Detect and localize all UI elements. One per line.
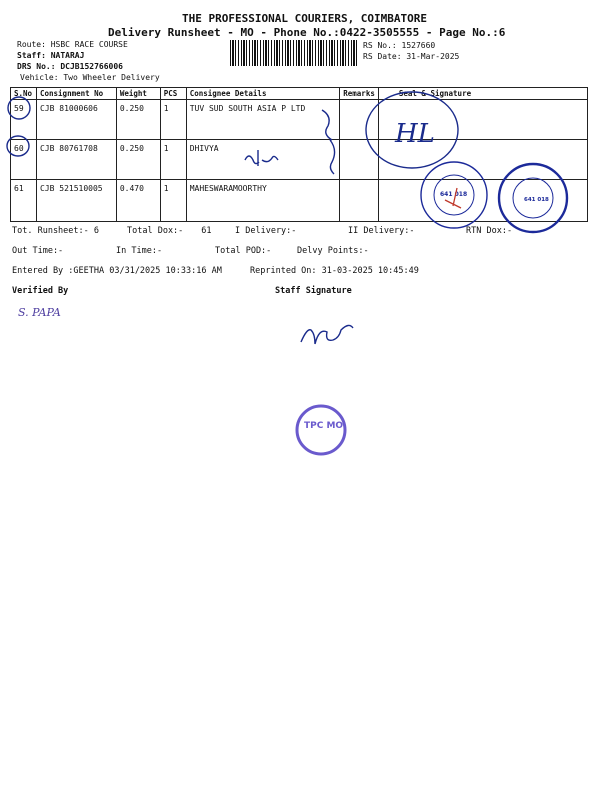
route-text: Route: HSBC RACE COURSE (17, 40, 128, 49)
cell-consignment: CJB 81000606 (36, 100, 116, 140)
in-time: In Time:- (116, 246, 163, 256)
cell-sno: 60 (11, 140, 37, 180)
cell-pcs: 1 (160, 100, 186, 140)
ii-delivery: II Delivery:- (348, 226, 415, 236)
delvy-points: Delvy Points:- (297, 246, 369, 256)
drs-label: DRS No.: (17, 62, 56, 71)
rs-date: RS Date: 31-Mar-2025 (363, 52, 460, 61)
company-stamp-right (499, 164, 567, 232)
circle-sno-59 (8, 97, 30, 119)
rtn-dox: RTN Dox:- (466, 226, 513, 236)
bracket-scribble (322, 110, 335, 174)
drs-value: DCJB152766006 (60, 62, 123, 71)
circle-sno-60 (7, 136, 29, 156)
rs-number: RS No.: 1527660 (363, 41, 436, 50)
tot-runsheet: Tot. Runsheet:- 6 (12, 226, 99, 236)
col-header-pcs: PCS (160, 88, 186, 100)
staff-text: Staff: NATARAJ (17, 51, 85, 60)
cell-pcs: 1 (160, 140, 186, 180)
cell-sno: 59 (11, 100, 37, 140)
dhivya-signature (245, 150, 278, 166)
cell-weight: 0.250 (116, 140, 160, 180)
cell-consignment: CJB 521510005 (36, 180, 116, 222)
stamp-text-left: 641 018 (440, 191, 468, 198)
reprinted-on: Reprinted On: 31-03-2025 10:45:49 (250, 266, 419, 276)
col-header-seal: Seal & Signature (378, 88, 587, 100)
col-header-consignee: Consignee Details (186, 88, 340, 100)
runsheet-subtitle: Delivery Runsheet - MO - Phone No.:0422-3505555 - Page No.:6 (108, 26, 506, 39)
vehicle-text: Vehicle: Two Wheeler Delivery (20, 73, 160, 82)
tpc-stamp (297, 406, 345, 454)
staff-signature-label: Staff Signature (275, 286, 352, 296)
entered-by: Entered By :GEETHA 03/31/2025 10:33:16 AM (12, 266, 222, 276)
stamp-text-right: 641 018 (524, 197, 549, 203)
out-time: Out Time:- (12, 246, 64, 256)
col-header-consignment: Consignment No (36, 88, 116, 100)
company-title: THE PROFESSIONAL COURIERS, COIMBATORE (182, 12, 428, 25)
cell-weight: 0.250 (116, 100, 160, 140)
cell-consignee: TUV SUD SOUTH ASIA P LTD (186, 100, 340, 140)
total-dox-value: 61 (201, 226, 212, 236)
total-dox-label: Total Dox:- (127, 226, 184, 236)
cell-sno: 61 (11, 180, 37, 222)
cell-consignment: CJB 80761708 (36, 140, 116, 180)
cell-weight: 0.470 (116, 180, 160, 222)
total-pod: Total POD:- (215, 246, 272, 256)
col-header-weight: Weight (116, 88, 160, 100)
verifier-handwriting: S. PAPA (18, 306, 61, 319)
tpc-stamp-text: TPC MO (304, 421, 344, 431)
company-stamp-left (421, 162, 487, 228)
hl-initials: HL (395, 119, 435, 149)
cell-pcs: 1 (160, 180, 186, 222)
cell-consignee: DHIVYA (186, 140, 340, 180)
i-delivery: I Delivery:- (235, 226, 297, 236)
staff-signature-scribble (301, 325, 353, 344)
col-header-sno: S.No (11, 88, 37, 100)
cell-consignee: MAHESWARAMOORTHY (186, 180, 340, 222)
verified-by: Verified By (12, 286, 69, 296)
col-header-remarks: Remarks (340, 88, 379, 100)
